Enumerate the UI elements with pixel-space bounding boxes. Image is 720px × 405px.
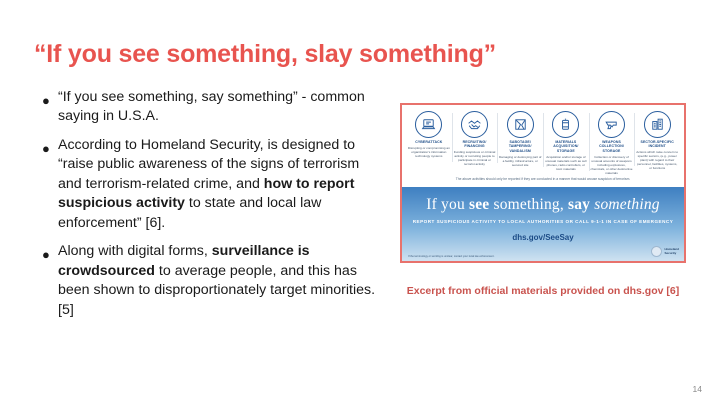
bullet-segment: to state and local law enforcement” [6]. [58, 195, 322, 231]
gun-icon [598, 111, 625, 138]
bullet-segment: Along with digital forms, [58, 243, 212, 260]
bullet-segment: “If you see something, say something” - common saying in U.S.A. [58, 89, 365, 125]
poster-category [497, 111, 543, 167]
bullet-text [58, 242, 382, 320]
laptop-icon [415, 111, 442, 138]
poster-fine-print: If the terminology or wording is unclear, contact your local law enforcement. [408, 255, 495, 258]
bullet-marker: ● [42, 140, 50, 156]
poster-category-desc: Disrupting or compromising an organization's information technology systems [407, 145, 450, 158]
poster-category-title: RECRUITING/ FINANCING [462, 140, 487, 149]
seal-icon [651, 246, 662, 257]
headline-part: something, [489, 195, 568, 213]
page-title: “If you see something, slay something” [34, 40, 496, 68]
building-icon [644, 111, 671, 138]
figure-image [400, 103, 686, 263]
dhs-poster [402, 105, 684, 261]
poster-note: The above activities should only be reported if they are conducted in a manner that would arouse suspicion of terrorism. [406, 175, 680, 184]
figure-caption: Excerpt from official materials provided on dhs.gov [6] [406, 285, 680, 297]
poster-headline [426, 196, 659, 214]
poster-category-desc: Acquisition and/or storage of unusual materials such as cell phones, radio controllers, or toxic materials [545, 154, 587, 171]
poster-category-desc: Collection or discovery of unusual amounts of weapons including explosives, chemicals, or other destructive materials [590, 154, 633, 175]
poster-category-title: SABOTAGE/ TAMPERING/ VANDALISM [508, 140, 532, 153]
bullet-text [58, 136, 382, 233]
poster-category-desc: Damaging or destroying part of a facility, infrastructure, or secured site [498, 154, 542, 167]
handshake-icon [461, 111, 488, 138]
poster-category-title: MATERIALS ACQUISITION/ STORAGE [553, 140, 579, 153]
poster-category [406, 111, 452, 158]
bullet-marker: ● [42, 247, 50, 263]
page-number: 14 [692, 384, 702, 394]
poster-category-row [406, 111, 680, 175]
seal-label-line1: Homeland [664, 247, 679, 252]
headline-say: say [568, 195, 591, 213]
headline-part: something [590, 195, 660, 213]
list-item [42, 242, 382, 320]
poster-category [589, 111, 635, 175]
poster-category-desc: Actions which raise concern to specific sectors, (e.g., power plant) with regard to their personnel, facilities, systems, or functions [636, 150, 679, 171]
poster-banner [402, 187, 684, 261]
poster-category [634, 111, 680, 170]
poster-icon-section [402, 105, 684, 187]
poster-category-title: SECTOR-SPECIFIC INCIDENT [640, 140, 674, 149]
chemical-barrel-icon [552, 111, 579, 138]
poster-category [543, 111, 589, 171]
dhs-seal [651, 246, 679, 257]
poster-category [452, 111, 498, 166]
bullet-list [42, 88, 382, 329]
poster-url: dhs.gov/SeeSay [512, 232, 574, 242]
bullet-segment-bold: surveillance is crowdsourced [58, 243, 310, 279]
broken-glass-icon [507, 111, 534, 138]
list-item [42, 88, 382, 127]
seal-label-line2: Security [664, 250, 677, 255]
poster-category-title: CYBERATTACK [415, 140, 443, 144]
poster-category-title: WEAPONS COLLECTION/ STORAGE [599, 140, 624, 153]
headline-part: If you [426, 195, 469, 213]
list-item [42, 136, 382, 233]
poster-subhead: REPORT SUSPICIOUS ACTIVITY TO LOCAL AUTHORITIES OR CALL 9-1-1 IN CASE OF EMERGENCY [412, 218, 674, 224]
poster-category-desc: Funding suspicious or criminal activity or recruiting people to participate in criminal or terrorist activity [453, 150, 496, 167]
bullet-marker: ● [42, 93, 50, 108]
bullet-segment: According to Homeland Security, is designed to “raise public awareness of the signs of terrorism and terrorism-related crime, and [58, 136, 360, 192]
bullet-text [58, 88, 382, 127]
seal-label [664, 248, 679, 255]
headline-see: see [468, 195, 490, 213]
bullet-segment: to average people, and this has been shown to disproportionately target minorities. [5] [58, 262, 376, 318]
bullet-segment-bold: how to report suspicious activity [58, 175, 355, 212]
